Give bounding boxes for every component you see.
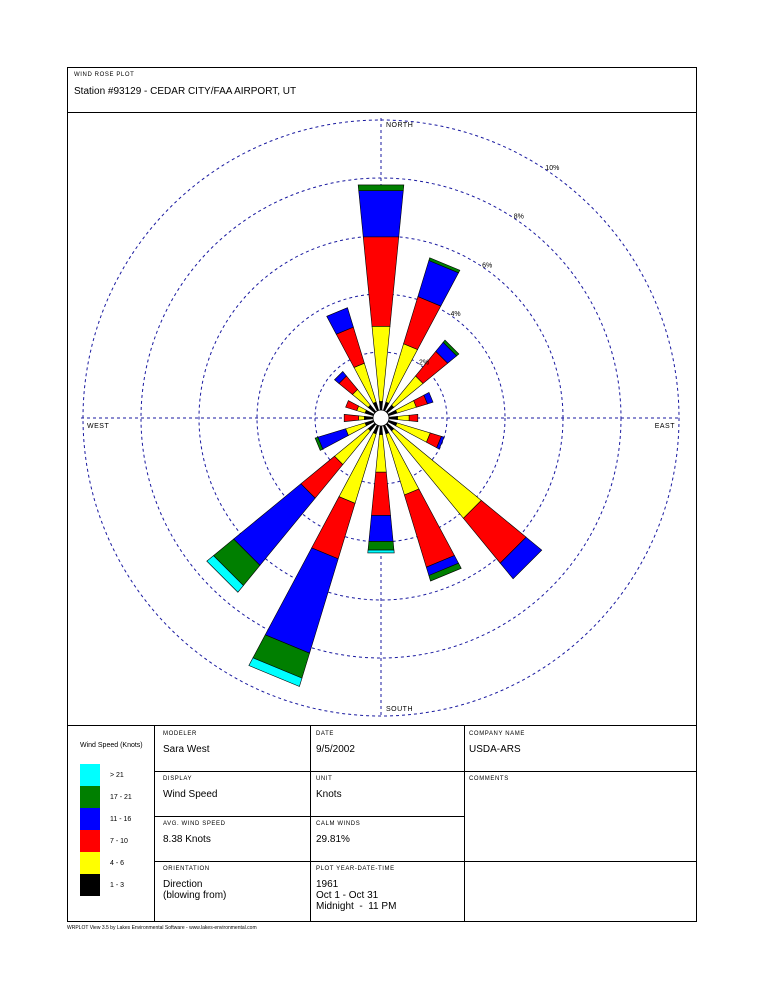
label-west: WEST: [87, 423, 110, 430]
report-type-label: WIND ROSE PLOT: [74, 72, 135, 78]
petal-22.5-bin-2: [404, 297, 441, 350]
label-south: SOUTH: [386, 706, 413, 713]
avg-wind-speed-value: 8.38 Knots: [163, 834, 211, 845]
legend-label-3: 11 - 16: [110, 816, 132, 823]
legend-swatch-2: [80, 830, 100, 852]
info-table: [68, 725, 696, 922]
petal-292.5-bin-2: [346, 401, 359, 411]
company-label: COMPANY NAME: [469, 731, 525, 737]
label-east: EAST: [654, 423, 675, 430]
legend-label-1: 4 - 6: [110, 860, 125, 867]
plot-period-value: 1961 Oct 1 - Oct 31 Midnight - 11 PM: [316, 879, 397, 912]
petal-180-bin-4: [368, 541, 394, 550]
date-label: DATE: [316, 731, 334, 737]
station-title: Station #93129 - CEDAR CITY/FAA AIRPORT, UT: [74, 86, 297, 97]
wind-rose-plot-area: [68, 113, 696, 725]
modeler-value: Sara West: [163, 744, 210, 755]
petal-202.5-bin-2: [312, 497, 355, 559]
legend-label-2: 7 - 10: [110, 838, 128, 845]
unit-label: UNIT: [316, 776, 333, 782]
petal-337.5-bin-2: [336, 327, 364, 367]
calm-winds-label: CALM WINDS: [316, 821, 361, 827]
petal-90-bin-2: [409, 414, 418, 421]
petal-0-bin-3: [359, 191, 404, 237]
calm-winds-value: 29.81%: [316, 834, 350, 845]
orientation-value: Direction (blowing from): [163, 879, 227, 901]
legend-swatch-3: [80, 808, 100, 830]
petal-180-bin-2: [371, 472, 390, 515]
plot-period-label: PLOT YEAR-DATE-TIME: [316, 866, 395, 872]
report-frame: [67, 67, 697, 922]
report-header: [68, 68, 696, 113]
legend-label-4: 17 - 21: [110, 794, 132, 801]
avg-wind-speed-label: AVG. WIND SPEED: [163, 821, 226, 827]
calm-center: [373, 410, 389, 426]
modeler-label: MODELER: [163, 731, 197, 737]
legend-title: Wind Speed (Knots): [80, 742, 143, 749]
petal-0-bin-2: [363, 237, 399, 326]
petal-180-bin-1: [376, 435, 387, 473]
petal-180-bin-3: [369, 515, 393, 541]
display-label: DISPLAY: [163, 776, 193, 782]
orientation-label: ORIENTATION: [163, 866, 210, 872]
legend-swatch-4: [80, 786, 100, 808]
software-credit: WRPLOT View 3.5 by Lakes Environmental Software - www.lakes-environmental.com: [67, 925, 257, 931]
legend-swatch-0: [80, 874, 100, 896]
ring-label-6: 6%: [482, 262, 493, 270]
petal-157.5-bin-2: [404, 489, 454, 567]
legend-swatch-1: [80, 852, 100, 874]
petal-90-bin-1: [398, 415, 410, 421]
ring-label-4: 4%: [450, 311, 461, 319]
petal-180-bin-5: [368, 550, 394, 553]
petal-0-bin-4: [358, 185, 404, 191]
ring-label-8: 8%: [513, 213, 524, 221]
display-value: Wind Speed: [163, 789, 218, 800]
wind-rose-chart: [68, 113, 696, 725]
legend-swatch-5: [80, 764, 100, 786]
ring-label-2: 2%: [418, 359, 430, 367]
date-value: 9/5/2002: [316, 744, 355, 755]
legend-label-5: > 21: [110, 772, 124, 779]
comments-label: COMMENTS: [469, 776, 509, 782]
petal-270-bin-1: [359, 416, 365, 420]
petal-247.5-bin-3: [318, 429, 349, 449]
unit-value: Knots: [316, 789, 342, 800]
petal-270-bin-2: [344, 414, 358, 421]
petal-0-bin-1: [372, 326, 390, 401]
label-north: NORTH: [386, 122, 414, 129]
ring-label-10: 10%: [545, 165, 560, 173]
legend-label-0: 1 - 3: [110, 882, 125, 889]
company-value: USDA-ARS: [469, 744, 521, 755]
petal-202.5-bin-3: [265, 548, 338, 653]
